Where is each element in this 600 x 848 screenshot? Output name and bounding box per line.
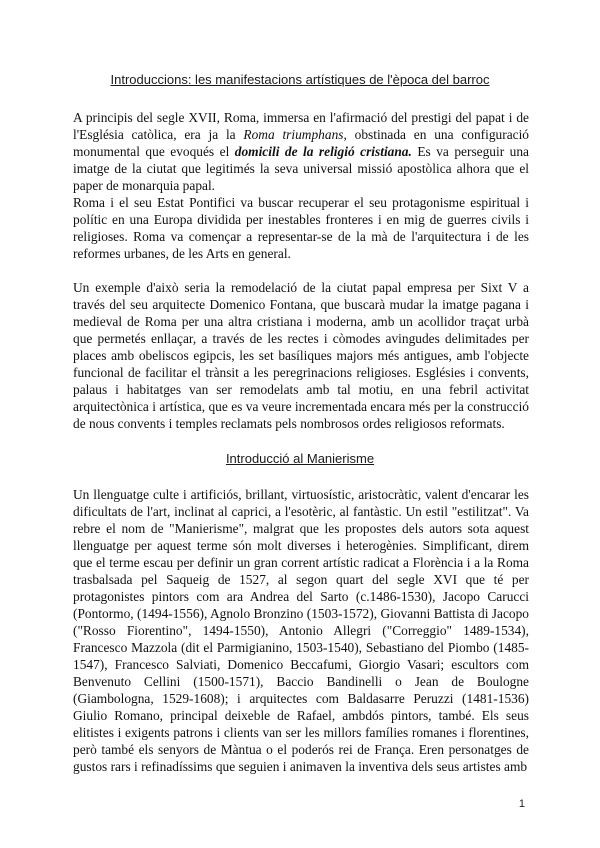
page-number: 1 [518, 798, 525, 810]
paragraph-manierisme: Un llenguatge culte i artificiós, brillant, virtuosístic, aristocràtic, valent d'encarar les dificultats de l'art, inclinat al caprici, a l'esotèric, al fantàstic. Un estil "estilitzat". Va rebre el nom de "Manierisme", malgrat que les propostes dels autors sota aquest llenguatge per aquest terme són molt diverses i heterogènies. Simplificant, direm que el terme escau per definir un gran corrent artístic radicat a Florència i a la Roma trasbalsada pel Saqueig de 1527, al segon quart del segle XVI que té per protagonistes pintors com ara Andrea del Sarto (c.1486-1530), Jacopo Carucci (Pontormo, (1494-1556), Agnolo Bronzino (1503-1572), Giovanni Battista di Jacopo ("Rosso Fiorentino", 1494-1550), Antonio Allegri ("Correggio" 1489-1534), Francesco Mazzola (dit el Parmigianino, 1503-1540), Sebastiano del Piombo (1485-1547), Francesco Salviati, Domenico Beccafumi, Giorgio Vasari; escultors com Benvenuto Cellini (1500-1571), Baccio Bandinelli o Jean de Boulogne (Giambologna, 1529-1608); i arquitectes com Baldasarre Peruzzi (1481-1536) Giulio Romano, principal deixeble de Rafael, ambdós pintors, també. Els seus elitistes i exigents patrons i clients van ser les millors famílies romanes i florentines, però també els senyors de Màntua o el poderós rei de França. Eren personatges de gustos rars i refinadíssims que seguien i animaven la inventiva dels seus artistes amb [73, 487, 529, 774]
section-heading-baroque: Introduccions: les manifestacions artístiques de l'època del barroc [110, 72, 490, 87]
paragraph-roma-triumphans [73, 109, 529, 194]
paragraph-sixt-v: Un exemple d'això seria la remodelació de la ciutat papal empresa per Sixt V a través del seu arquitecte Domenico Fontana, que buscarà mudar la imatge pagana i medieval de Roma per una altra cristiana i moderna, amb un acollidor traçat urbà que permetés enllaçar, a través de les rectes i còmodes avingudes delimitades per places amb obeliscos egipcis, les set basíliques majors més antigues, amb l'objecte funcional de facilitar el trànsit a les peregrinacions religioses. Esglésies i convents, palaus i habitatges van ser remodelats amb tal motiu, en una febril activitat arquitectònica i artística, que es va veure incrementada encara més per la construcció de nous convents i temples reclamats pels nombrosos ordes religiosos reformats. [73, 280, 529, 431]
paragraph-text: Es va perseguir una imatge de la ciutat que legitimés la seva universal missió apostòlica alhora que el paper de monarquia papal. [73, 144, 529, 193]
italic-term-roma-triumphans: Roma triumphans [243, 127, 344, 142]
paragraph-text: A principis del segle XVII, Roma, immersa en l'afirmació del prestigi del papat i de l'Església catòlica, era ja la [73, 110, 529, 142]
paragraph-estat-pontifici: Roma i el seu Estat Pontifici va buscar recuperar el seu protagonisme espiritual i polític en una Europa dividida per inestables fronteres i en mig de guerres civils i religioses. Roma va començar a representar-se de la mà de l'arquitectura i de les reformes urbanes, de les Arts en general. [73, 195, 529, 261]
section-heading-mannerism: Introducció al Manierisme [225, 451, 375, 466]
paragraph-text: , obstinada en una configuració monumental que evoqués el [73, 127, 529, 159]
bold-italic-term-domicili: domicili de la religió cristiana. [234, 144, 412, 159]
